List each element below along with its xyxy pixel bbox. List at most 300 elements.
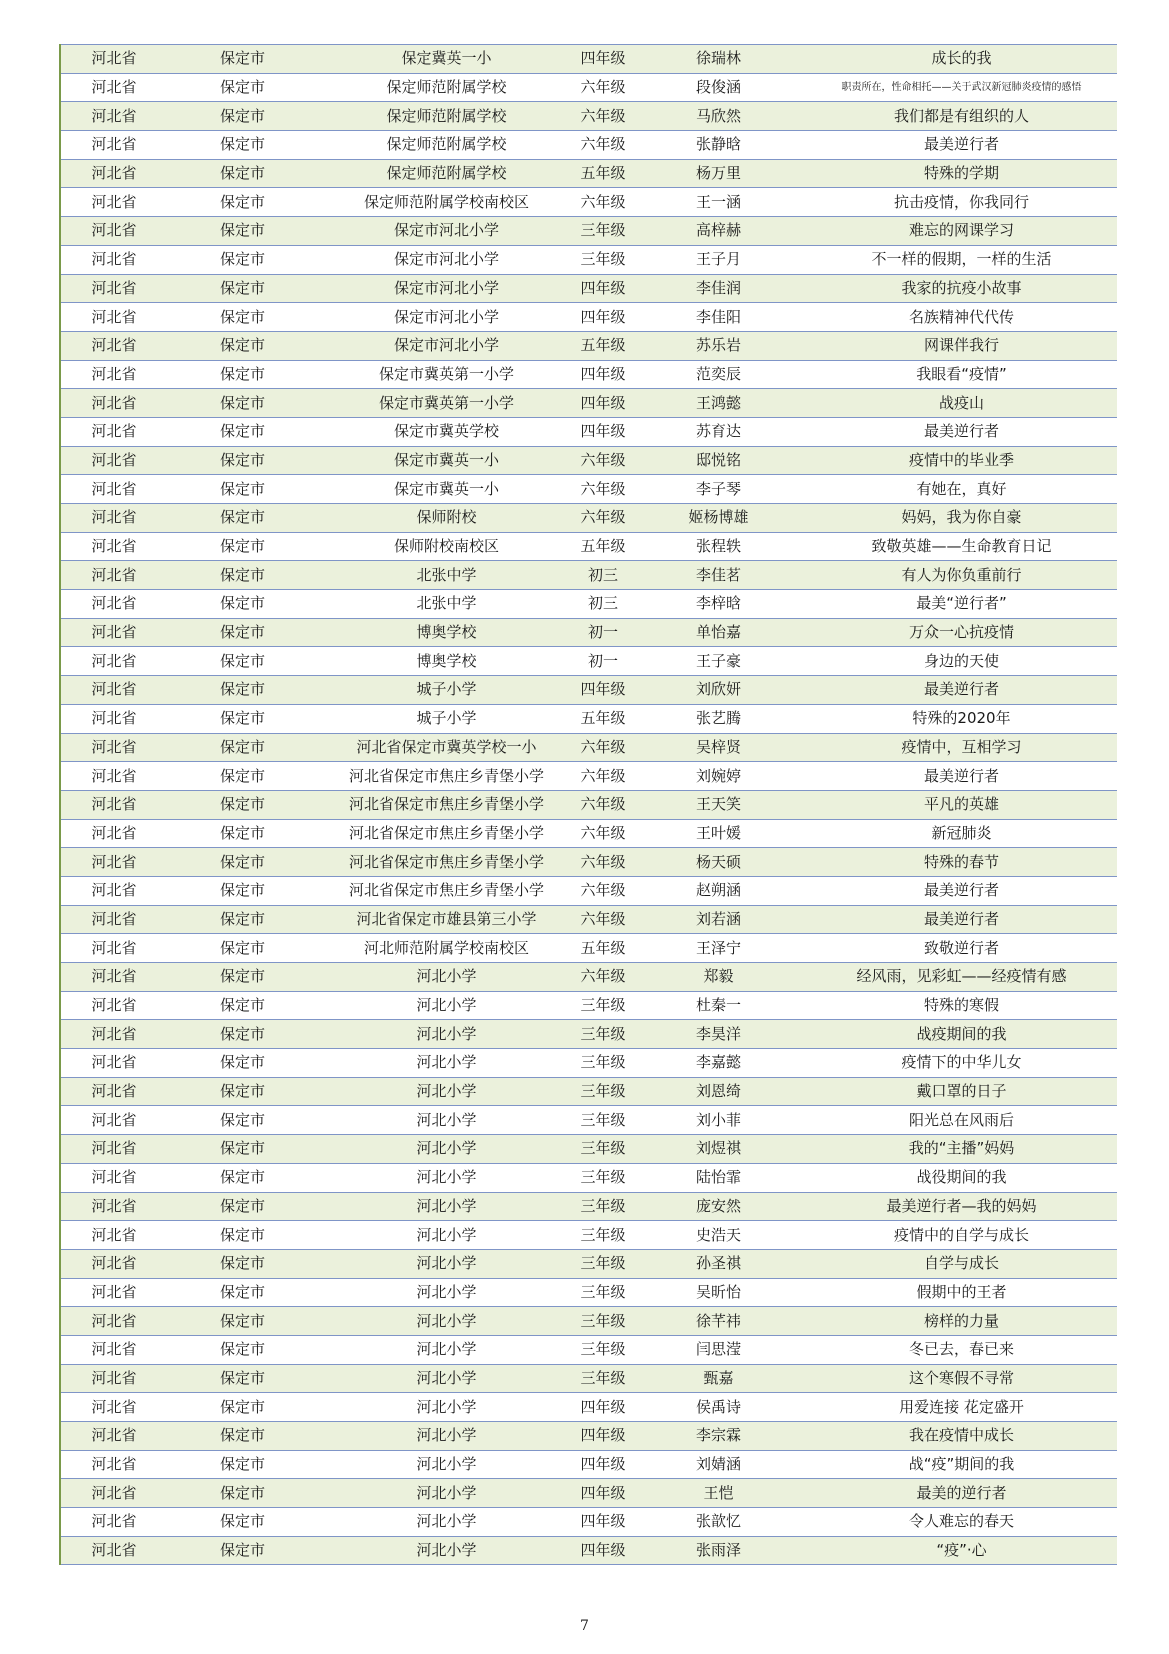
city-cell: 保定市 xyxy=(167,331,318,360)
province-cell: 河北省 xyxy=(60,303,167,332)
student-name-cell: 李佳茗 xyxy=(631,561,806,590)
city-cell: 保定市 xyxy=(167,561,318,590)
province-cell: 河北省 xyxy=(60,561,167,590)
essay-title-cell: 我在疫情中成长 xyxy=(806,1422,1117,1451)
city-cell: 保定市 xyxy=(167,1163,318,1192)
student-name-cell: 吴梓贤 xyxy=(631,733,806,762)
city-cell: 保定市 xyxy=(167,532,318,561)
grade-cell: 初一 xyxy=(575,647,631,676)
essay-title-cell: 疫情中的自学与成长 xyxy=(806,1221,1117,1250)
province-cell: 河北省 xyxy=(60,647,167,676)
student-name-cell: 侯禹诗 xyxy=(631,1393,806,1422)
city-cell: 保定市 xyxy=(167,1278,318,1307)
school-cell: 河北小学 xyxy=(318,1278,575,1307)
grade-cell: 六年级 xyxy=(575,876,631,905)
city-cell: 保定市 xyxy=(167,159,318,188)
table-row xyxy=(60,446,1117,475)
province-cell: 河北省 xyxy=(60,1049,167,1078)
table-row xyxy=(60,73,1117,102)
school-cell: 保定市河北小学 xyxy=(318,217,575,246)
table-row xyxy=(60,762,1117,791)
province-cell: 河北省 xyxy=(60,217,167,246)
city-cell: 保定市 xyxy=(167,704,318,733)
student-name-cell: 王一涵 xyxy=(631,188,806,217)
essay-title-cell: 有人为你负重前行 xyxy=(806,561,1117,590)
grade-cell: 四年级 xyxy=(575,1479,631,1508)
province-cell: 河北省 xyxy=(60,1278,167,1307)
school-cell: 河北小学 xyxy=(318,1508,575,1537)
table-row xyxy=(60,704,1117,733)
grade-cell: 五年级 xyxy=(575,934,631,963)
grade-cell: 三年级 xyxy=(575,1249,631,1278)
school-cell: 保定师范附属学校 xyxy=(318,159,575,188)
grade-cell: 三年级 xyxy=(575,991,631,1020)
grade-cell: 六年级 xyxy=(575,963,631,992)
table-row xyxy=(60,532,1117,561)
school-cell: 保定师范附属学校南校区 xyxy=(318,188,575,217)
grade-cell: 六年级 xyxy=(575,504,631,533)
city-cell: 保定市 xyxy=(167,1536,318,1565)
city-cell: 保定市 xyxy=(167,733,318,762)
student-name-cell: 闫思滢 xyxy=(631,1335,806,1364)
essay-title-cell: 最美逆行者 xyxy=(806,131,1117,160)
student-name-cell: 刘婧涵 xyxy=(631,1450,806,1479)
student-name-cell: 杨天硕 xyxy=(631,848,806,877)
essay-title-cell: 戴口罩的日子 xyxy=(806,1077,1117,1106)
school-cell: 保师附校 xyxy=(318,504,575,533)
province-cell: 河北省 xyxy=(60,819,167,848)
school-cell: 保定市冀英第一小学 xyxy=(318,360,575,389)
essay-title-cell: “疫”·心 xyxy=(806,1536,1117,1565)
student-name-cell: 刘若涵 xyxy=(631,905,806,934)
student-name-cell: 张程轶 xyxy=(631,532,806,561)
grade-cell: 五年级 xyxy=(575,159,631,188)
student-name-cell: 孙圣祺 xyxy=(631,1249,806,1278)
grade-cell: 三年级 xyxy=(575,1020,631,1049)
essay-title-cell: 特殊的2020年 xyxy=(806,704,1117,733)
essay-title-cell: 用爱连接 花定盛开 xyxy=(806,1393,1117,1422)
province-cell: 河北省 xyxy=(60,1335,167,1364)
city-cell: 保定市 xyxy=(167,1307,318,1336)
school-cell: 河北小学 xyxy=(318,1135,575,1164)
province-cell: 河北省 xyxy=(60,1249,167,1278)
student-name-cell: 刘婉婷 xyxy=(631,762,806,791)
school-cell: 城子小学 xyxy=(318,704,575,733)
school-cell: 河北小学 xyxy=(318,1479,575,1508)
province-cell: 河北省 xyxy=(60,762,167,791)
grade-cell: 四年级 xyxy=(575,360,631,389)
table-row xyxy=(60,1278,1117,1307)
city-cell: 保定市 xyxy=(167,991,318,1020)
student-name-cell: 刘恩绮 xyxy=(631,1077,806,1106)
school-cell: 河北省保定市焦庄乡青堡小学 xyxy=(318,876,575,905)
student-name-cell: 史浩天 xyxy=(631,1221,806,1250)
essay-title-cell: 职责所在，性命相托——关于武汉新冠肺炎疫情的感悟 xyxy=(806,73,1117,102)
student-name-cell: 郑毅 xyxy=(631,963,806,992)
province-cell: 河北省 xyxy=(60,532,167,561)
city-cell: 保定市 xyxy=(167,1393,318,1422)
city-cell: 保定市 xyxy=(167,1106,318,1135)
school-cell: 河北省保定市焦庄乡青堡小学 xyxy=(318,790,575,819)
table-row xyxy=(60,1536,1117,1565)
essay-title-cell: 成长的我 xyxy=(806,45,1117,74)
essay-title-cell: 疫情中，互相学习 xyxy=(806,733,1117,762)
grade-cell: 四年级 xyxy=(575,274,631,303)
essay-title-cell: 致敬英雄——生命教育日记 xyxy=(806,532,1117,561)
province-cell: 河北省 xyxy=(60,1422,167,1451)
essay-title-cell: 疫情下的中华儿女 xyxy=(806,1049,1117,1078)
school-cell: 河北省保定市焦庄乡青堡小学 xyxy=(318,762,575,791)
student-name-cell: 刘欣妍 xyxy=(631,676,806,705)
city-cell: 保定市 xyxy=(167,647,318,676)
province-cell: 河北省 xyxy=(60,1163,167,1192)
province-cell: 河北省 xyxy=(60,991,167,1020)
table-row xyxy=(60,647,1117,676)
grade-cell: 六年级 xyxy=(575,905,631,934)
student-name-cell: 高梓赫 xyxy=(631,217,806,246)
school-cell: 河北师范附属学校南校区 xyxy=(318,934,575,963)
grade-cell: 三年级 xyxy=(575,1135,631,1164)
grade-cell: 六年级 xyxy=(575,475,631,504)
school-cell: 北张中学 xyxy=(318,590,575,619)
essay-title-cell: 战“疫”期间的我 xyxy=(806,1450,1117,1479)
table-row xyxy=(60,1422,1117,1451)
student-name-cell: 吴昕怡 xyxy=(631,1278,806,1307)
school-cell: 保定市河北小学 xyxy=(318,274,575,303)
school-cell: 保定市冀英学校 xyxy=(318,417,575,446)
table-row xyxy=(60,1508,1117,1537)
student-name-cell: 杜秦一 xyxy=(631,991,806,1020)
province-cell: 河北省 xyxy=(60,848,167,877)
grade-cell: 六年级 xyxy=(575,188,631,217)
grade-cell: 四年级 xyxy=(575,1422,631,1451)
school-cell: 保定市冀英第一小学 xyxy=(318,389,575,418)
essay-title-cell: 新冠肺炎 xyxy=(806,819,1117,848)
grade-cell: 三年级 xyxy=(575,217,631,246)
school-cell: 保定冀英一小 xyxy=(318,45,575,74)
student-name-cell: 刘煜祺 xyxy=(631,1135,806,1164)
school-cell: 保定市河北小学 xyxy=(318,245,575,274)
table-row xyxy=(60,790,1117,819)
school-cell: 河北小学 xyxy=(318,1106,575,1135)
student-name-cell: 李宗霖 xyxy=(631,1422,806,1451)
student-name-cell: 邸悦铭 xyxy=(631,446,806,475)
table-row xyxy=(60,561,1117,590)
school-cell: 河北小学 xyxy=(318,1450,575,1479)
province-cell: 河北省 xyxy=(60,45,167,74)
province-cell: 河北省 xyxy=(60,1393,167,1422)
school-cell: 河北小学 xyxy=(318,1422,575,1451)
table-row xyxy=(60,331,1117,360)
essay-title-cell: 不一样的假期，一样的生活 xyxy=(806,245,1117,274)
table-row xyxy=(60,1307,1117,1336)
grade-cell: 三年级 xyxy=(575,245,631,274)
school-cell: 河北小学 xyxy=(318,1249,575,1278)
table-row xyxy=(60,303,1117,332)
school-cell: 河北小学 xyxy=(318,963,575,992)
table-row xyxy=(60,991,1117,1020)
table-row xyxy=(60,1249,1117,1278)
table-row xyxy=(60,1221,1117,1250)
city-cell: 保定市 xyxy=(167,590,318,619)
grade-cell: 五年级 xyxy=(575,331,631,360)
province-cell: 河北省 xyxy=(60,590,167,619)
table-row xyxy=(60,590,1117,619)
city-cell: 保定市 xyxy=(167,819,318,848)
grade-cell: 六年级 xyxy=(575,446,631,475)
grade-cell: 三年级 xyxy=(575,1335,631,1364)
city-cell: 保定市 xyxy=(167,963,318,992)
table-row xyxy=(60,1335,1117,1364)
city-cell: 保定市 xyxy=(167,1221,318,1250)
essay-title-cell: 我家的抗疫小故事 xyxy=(806,274,1117,303)
grade-cell: 六年级 xyxy=(575,102,631,131)
province-cell: 河北省 xyxy=(60,1020,167,1049)
table-row xyxy=(60,45,1117,74)
city-cell: 保定市 xyxy=(167,1249,318,1278)
grade-cell: 四年级 xyxy=(575,1393,631,1422)
province-cell: 河北省 xyxy=(60,1221,167,1250)
city-cell: 保定市 xyxy=(167,934,318,963)
essay-title-cell: 疫情中的毕业季 xyxy=(806,446,1117,475)
table-row xyxy=(60,905,1117,934)
essay-title-cell: 最美逆行者 xyxy=(806,876,1117,905)
student-name-cell: 赵朔涵 xyxy=(631,876,806,905)
city-cell: 保定市 xyxy=(167,188,318,217)
school-cell: 河北小学 xyxy=(318,991,575,1020)
table-row xyxy=(60,159,1117,188)
table-row xyxy=(60,1049,1117,1078)
student-name-cell: 庞安然 xyxy=(631,1192,806,1221)
school-cell: 河北小学 xyxy=(318,1335,575,1364)
city-cell: 保定市 xyxy=(167,45,318,74)
city-cell: 保定市 xyxy=(167,1364,318,1393)
essay-title-cell: 抗击疫情，你我同行 xyxy=(806,188,1117,217)
essay-title-cell: 最美逆行者 xyxy=(806,762,1117,791)
province-cell: 河北省 xyxy=(60,1479,167,1508)
grade-cell: 六年级 xyxy=(575,790,631,819)
student-name-cell: 张静晗 xyxy=(631,131,806,160)
grade-cell: 三年级 xyxy=(575,1192,631,1221)
province-cell: 河北省 xyxy=(60,905,167,934)
school-cell: 河北小学 xyxy=(318,1049,575,1078)
essay-title-cell: 难忘的网课学习 xyxy=(806,217,1117,246)
essay-title-cell: 最美的逆行者 xyxy=(806,1479,1117,1508)
province-cell: 河北省 xyxy=(60,475,167,504)
essay-title-cell: 阳光总在风雨后 xyxy=(806,1106,1117,1135)
essay-title-cell: 这个寒假不寻常 xyxy=(806,1364,1117,1393)
table-row xyxy=(60,876,1117,905)
province-cell: 河北省 xyxy=(60,274,167,303)
grade-cell: 初三 xyxy=(575,590,631,619)
city-cell: 保定市 xyxy=(167,389,318,418)
student-name-cell: 徐芊祎 xyxy=(631,1307,806,1336)
school-cell: 河北省保定市焦庄乡青堡小学 xyxy=(318,819,575,848)
student-name-cell: 王天笑 xyxy=(631,790,806,819)
school-cell: 保定市冀英一小 xyxy=(318,475,575,504)
student-name-cell: 王子月 xyxy=(631,245,806,274)
essay-title-cell: 冬已去，春已来 xyxy=(806,1335,1117,1364)
city-cell: 保定市 xyxy=(167,446,318,475)
student-name-cell: 徐瑞林 xyxy=(631,45,806,74)
city-cell: 保定市 xyxy=(167,1077,318,1106)
essay-title-cell: 特殊的寒假 xyxy=(806,991,1117,1020)
city-cell: 保定市 xyxy=(167,790,318,819)
province-cell: 河北省 xyxy=(60,1077,167,1106)
table-row xyxy=(60,1077,1117,1106)
essay-title-cell: 最美“逆行者” xyxy=(806,590,1117,619)
school-cell: 河北小学 xyxy=(318,1536,575,1565)
grade-cell: 六年级 xyxy=(575,73,631,102)
essay-title-cell: 假期中的王者 xyxy=(806,1278,1117,1307)
student-name-cell: 张艺腾 xyxy=(631,704,806,733)
table-row xyxy=(60,504,1117,533)
table-row xyxy=(60,1364,1117,1393)
essay-title-cell: 特殊的春节 xyxy=(806,848,1117,877)
city-cell: 保定市 xyxy=(167,1422,318,1451)
school-cell: 保定市冀英一小 xyxy=(318,446,575,475)
school-cell: 河北小学 xyxy=(318,1393,575,1422)
student-name-cell: 李梓晗 xyxy=(631,590,806,619)
province-cell: 河北省 xyxy=(60,446,167,475)
essay-title-cell: 我的“主播”妈妈 xyxy=(806,1135,1117,1164)
grade-cell: 四年级 xyxy=(575,45,631,74)
city-cell: 保定市 xyxy=(167,417,318,446)
essay-title-cell: 有她在，真好 xyxy=(806,475,1117,504)
school-cell: 城子小学 xyxy=(318,676,575,705)
essay-title-cell: 名族精神代代传 xyxy=(806,303,1117,332)
student-name-cell: 李佳阳 xyxy=(631,303,806,332)
province-cell: 河北省 xyxy=(60,876,167,905)
school-cell: 河北省保定市冀英学校一小 xyxy=(318,733,575,762)
student-name-cell: 王鸿懿 xyxy=(631,389,806,418)
student-name-cell: 张歆忆 xyxy=(631,1508,806,1537)
province-cell: 河北省 xyxy=(60,159,167,188)
essay-title-cell: 身边的天使 xyxy=(806,647,1117,676)
school-cell: 保定师范附属学校 xyxy=(318,131,575,160)
essay-title-cell: 榜样的力量 xyxy=(806,1307,1117,1336)
student-name-cell: 姬杨博雄 xyxy=(631,504,806,533)
province-cell: 河北省 xyxy=(60,73,167,102)
student-name-cell: 王恺 xyxy=(631,1479,806,1508)
essay-title-cell: 最美逆行者 xyxy=(806,676,1117,705)
school-cell: 河北小学 xyxy=(318,1307,575,1336)
grade-cell: 三年级 xyxy=(575,1221,631,1250)
city-cell: 保定市 xyxy=(167,303,318,332)
province-cell: 河北省 xyxy=(60,331,167,360)
grade-cell: 六年级 xyxy=(575,762,631,791)
table-row xyxy=(60,1135,1117,1164)
student-name-cell: 甄嘉 xyxy=(631,1364,806,1393)
grade-cell: 三年级 xyxy=(575,1049,631,1078)
table-row xyxy=(60,1163,1117,1192)
province-cell: 河北省 xyxy=(60,934,167,963)
table-row xyxy=(60,102,1117,131)
table-row xyxy=(60,188,1117,217)
grade-cell: 六年级 xyxy=(575,819,631,848)
student-name-cell: 单怡嘉 xyxy=(631,618,806,647)
student-name-cell: 马欣然 xyxy=(631,102,806,131)
grade-cell: 四年级 xyxy=(575,1508,631,1537)
city-cell: 保定市 xyxy=(167,618,318,647)
table-row xyxy=(60,245,1117,274)
table-row xyxy=(60,819,1117,848)
school-cell: 保师附校南校区 xyxy=(318,532,575,561)
table-row xyxy=(60,1479,1117,1508)
city-cell: 保定市 xyxy=(167,1049,318,1078)
table-body xyxy=(60,45,1117,1565)
school-cell: 博奥学校 xyxy=(318,618,575,647)
city-cell: 保定市 xyxy=(167,1508,318,1537)
province-cell: 河北省 xyxy=(60,504,167,533)
student-name-cell: 王叶媛 xyxy=(631,819,806,848)
province-cell: 河北省 xyxy=(60,1135,167,1164)
student-name-cell: 李佳润 xyxy=(631,274,806,303)
essay-title-cell: 万众一心抗疫情 xyxy=(806,618,1117,647)
table-row xyxy=(60,963,1117,992)
table-row xyxy=(60,1020,1117,1049)
grade-cell: 五年级 xyxy=(575,532,631,561)
student-name-cell: 刘小菲 xyxy=(631,1106,806,1135)
student-name-cell: 李嘉懿 xyxy=(631,1049,806,1078)
city-cell: 保定市 xyxy=(167,1479,318,1508)
essay-title-cell: 网课伴我行 xyxy=(806,331,1117,360)
table-row xyxy=(60,848,1117,877)
city-cell: 保定市 xyxy=(167,1020,318,1049)
province-cell: 河北省 xyxy=(60,245,167,274)
city-cell: 保定市 xyxy=(167,131,318,160)
school-cell: 北张中学 xyxy=(318,561,575,590)
table-row xyxy=(60,417,1117,446)
province-cell: 河北省 xyxy=(60,1450,167,1479)
city-cell: 保定市 xyxy=(167,360,318,389)
essay-title-cell: 战疫山 xyxy=(806,389,1117,418)
school-cell: 河北省保定市雄县第三小学 xyxy=(318,905,575,934)
province-cell: 河北省 xyxy=(60,102,167,131)
city-cell: 保定市 xyxy=(167,1192,318,1221)
student-name-cell: 杨万里 xyxy=(631,159,806,188)
essay-title-cell: 特殊的学期 xyxy=(806,159,1117,188)
grade-cell: 四年级 xyxy=(575,303,631,332)
grade-cell: 初一 xyxy=(575,618,631,647)
province-cell: 河北省 xyxy=(60,733,167,762)
province-cell: 河北省 xyxy=(60,1364,167,1393)
essay-title-cell: 战役期间的我 xyxy=(806,1163,1117,1192)
table-row xyxy=(60,676,1117,705)
city-cell: 保定市 xyxy=(167,102,318,131)
city-cell: 保定市 xyxy=(167,905,318,934)
city-cell: 保定市 xyxy=(167,217,318,246)
table-row xyxy=(60,274,1117,303)
school-cell: 保定师范附属学校 xyxy=(318,102,575,131)
school-cell: 河北小学 xyxy=(318,1020,575,1049)
table-row xyxy=(60,389,1117,418)
province-cell: 河北省 xyxy=(60,131,167,160)
grade-cell: 四年级 xyxy=(575,676,631,705)
table-row xyxy=(60,934,1117,963)
province-cell: 河北省 xyxy=(60,360,167,389)
province-cell: 河北省 xyxy=(60,1508,167,1537)
essay-title-cell: 我们都是有组织的人 xyxy=(806,102,1117,131)
grade-cell: 四年级 xyxy=(575,389,631,418)
student-name-cell: 苏乐岩 xyxy=(631,331,806,360)
grade-cell: 初三 xyxy=(575,561,631,590)
city-cell: 保定市 xyxy=(167,274,318,303)
city-cell: 保定市 xyxy=(167,1335,318,1364)
province-cell: 河北省 xyxy=(60,417,167,446)
grade-cell: 六年级 xyxy=(575,733,631,762)
table-row xyxy=(60,1450,1117,1479)
